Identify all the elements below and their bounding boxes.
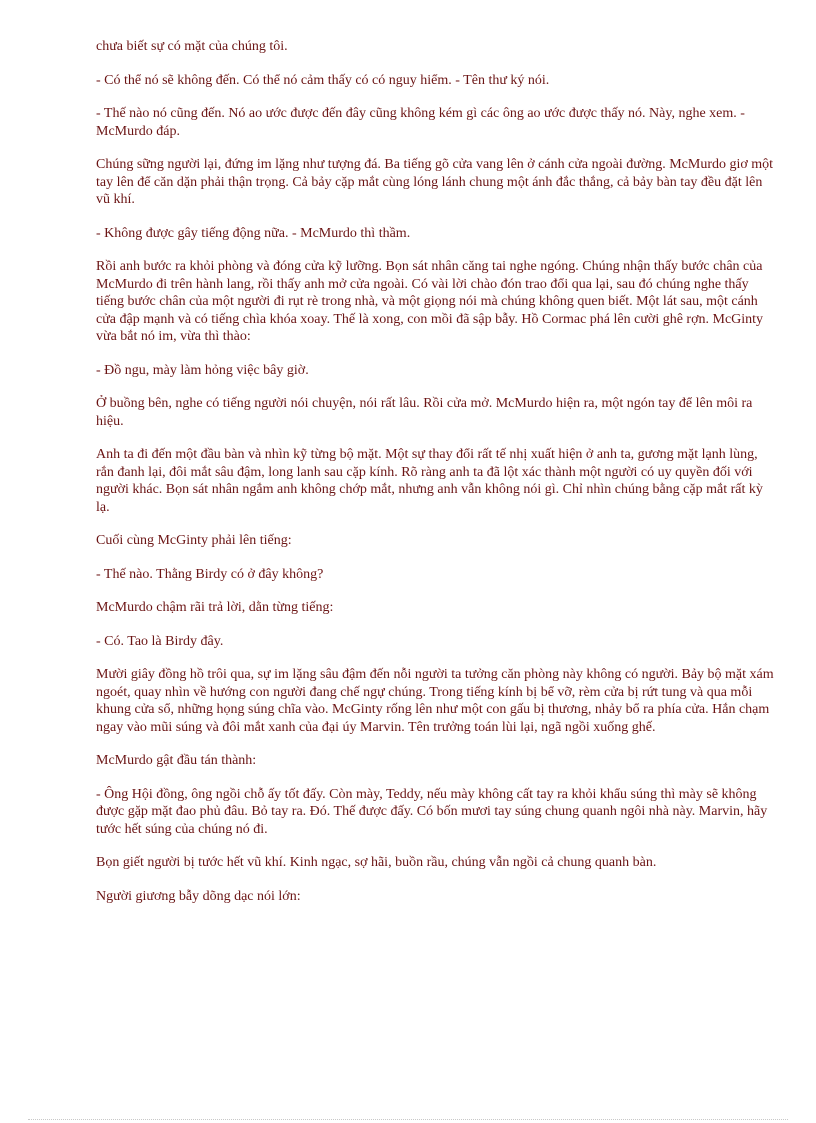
paragraph: McMurdo chậm rãi trả lời, dằn từng tiếng:: [96, 600, 334, 615]
document-body: [96, 38, 776, 921]
paragraph: - Đồ ngu, mày làm hỏng việc bây giờ.: [96, 362, 309, 378]
paragraph: Người giương bẫy dõng dạc nói lớn:: [96, 888, 301, 904]
page-bottom-divider: [28, 1119, 788, 1120]
paragraph: McMurdo gật đầu tán thành:: [96, 753, 257, 768]
paragraph: Mười giây đồng hồ trôi qua, sự im lặng sâu đậm đến nỗi người ta tưởng căn phòng này không có người. Bảy bộ mặt xám ngoét, quay nhìn về hướng con người đang chế ngự chúng. Trong tiếng kính bị bể vỡ, rèm cửa bị rứt tung và qua mỗi khung cửa sổ, những họng súng chĩa vào. McGinty rống lên như một con gấu bị thương, nhảy bổ ra phía cửa. Hắn chạm ngay vào mũi súng và đôi mắt xanh của đại úy Marvin. Tên trưởng toán lùi lại, ngã ngồi xuống ghế.: [96, 667, 774, 735]
paragraph: - Có. Tao là Birdy đây.: [96, 633, 224, 649]
paragraph: chưa biết sự có mặt của chúng tôi.: [96, 39, 288, 54]
paragraph: - Thế nào nó cũng đến. Nó ao ước được đến đây cũng không kém gì các ông ao ước được thấy nó. Này, nghe xem. - McMurdo đáp.: [96, 106, 745, 139]
paragraph: - Có thể nó sẽ không đến. Có thể nó cảm thấy có có nguy hiểm. - Tên thư ký nói.: [96, 72, 550, 88]
paragraph: - Ông Hội đồng, ông ngồi chỗ ấy tốt đấy. Còn mày, Teddy, nếu mày không cất tay ra khỏi khẩu súng thì mày sẽ không được gặp mặt đao phủ đâu. Bỏ tay ra. Đó. Thế được đấy. Có bốn mươi tay súng chung quanh ngôi nhà này. Marvin, hãy tước hết súng của chúng nó đi.: [96, 786, 768, 837]
paragraph: Bọn giết người bị tước hết vũ khí. Kinh ngạc, sợ hãi, buồn rầu, chúng vẫn ngồi cả chung quanh bàn.: [96, 855, 657, 870]
paragraph: - Không được gây tiếng động nữa. - McMurdo thì thầm.: [96, 225, 411, 241]
paragraph: Rồi anh bước ra khỏi phòng và đóng cửa kỹ lưỡng. Bọn sát nhân căng tai nghe ngóng. Chúng nhận thấy bước chân của McMurdo đi trên hành lang, rồi thấy anh mở cửa ngoài. Có vài lời chào đón trao đổi qua lại, sau đó chúng nghe thấy tiếng bước chân của một người đi rụt rè trong nhà, và một giọng nói mà chúng không quen biết. Một lát sau, một cánh cửa đập mạnh và có tiếng chìa khóa xoay. Thế là xong, con mồi đã sập bẫy. Hồ Cormac phá lên cười ghê rợn. McGinty vừa bắt nó im, vừa thì thào:: [96, 259, 764, 344]
paragraph: Anh ta đi đến một đầu bàn và nhìn kỹ từng bộ mặt. Một sự thay đổi rất tế nhị xuất hiện ở anh ta, gương mặt lạnh lùng, rắn đanh lại, đôi mắt sâu đậm, long lanh sau cặp kính. Rõ ràng anh ta đã lột xác thành một người có uy quyền đối với người khác. Bọn sát nhân ngắm anh không chớp mắt, nhưng anh vẫn không nói gì. Chỉ nhìn chúng bằng cặp mắt rất kỳ lạ.: [96, 447, 763, 515]
paragraph: Cuối cùng McGinty phải lên tiếng:: [96, 533, 292, 548]
paragraph: Ở buồng bên, nghe có tiếng người nói chuyện, nói rất lâu. Rồi cửa mở. McMurdo hiện ra, một ngón tay để lên môi ra hiệu.: [96, 396, 753, 429]
paragraph: - Thế nào. Thằng Birdy có ở đây không?: [96, 566, 324, 582]
paragraph: Chúng sững người lại, đứng im lặng như tượng đá. Ba tiếng gõ cửa vang lên ở cánh cửa ngoài đường. McMurdo giơ một tay lên để căn dặn phải thận trọng. Cả bảy cặp mắt cùng lóng lánh chung một ánh đắc thắng, cả bảy bàn tay đều đặt lên vũ khí.: [96, 157, 774, 207]
